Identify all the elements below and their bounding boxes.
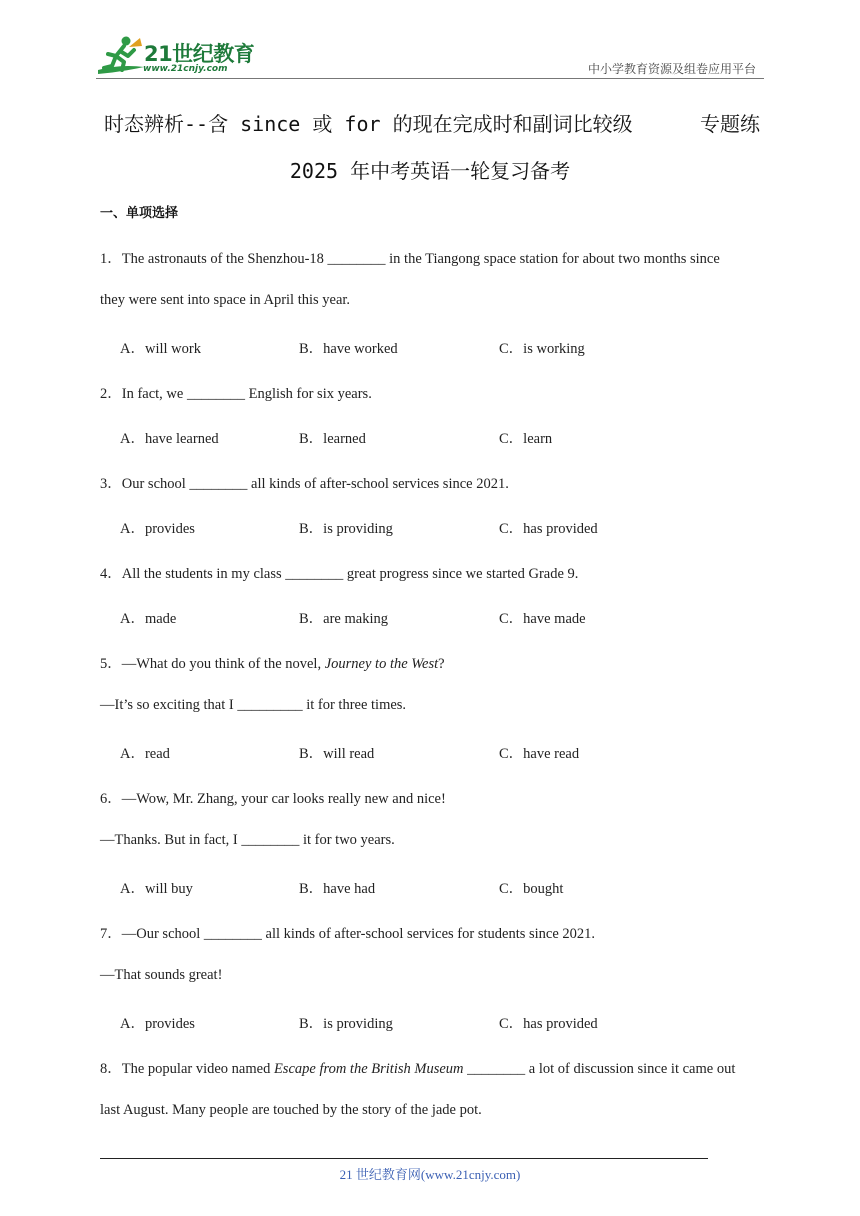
question-text: 6．—Wow, Mr. Zhang, your car looks really new and nice! xyxy=(100,791,446,807)
book-title: Escape from the British Museum xyxy=(273,1061,464,1077)
question-8-line-1 xyxy=(100,1057,735,1078)
question-5-line-1 xyxy=(100,652,445,673)
question-3-option-a: A．provides xyxy=(120,521,195,537)
question-8-line-2 xyxy=(100,1102,482,1119)
question-text: 7．—Our school ________ all kinds of after-school services for students since 2021. xyxy=(100,926,596,942)
question-5-option-a: A．read xyxy=(120,746,170,762)
question-4-option-a: A．made xyxy=(120,611,177,627)
question-5-option-c: C．have read xyxy=(499,746,580,762)
question-text: 5．—What do you think of the novel, xyxy=(100,656,325,672)
question-1-line-1 xyxy=(100,247,720,268)
question-text: 1．The astronauts of the Shenzhou-18 ________ in the Tiangong space station for about two months since xyxy=(100,251,720,267)
question-2-option-a: A．have learned xyxy=(120,431,219,447)
question-6-line-2 xyxy=(100,832,395,849)
question-4-option-b: B．are making xyxy=(299,611,388,627)
question-1-option-b: B．have worked xyxy=(299,341,398,357)
question-3-option-c: C．has provided xyxy=(499,521,598,537)
logo-url: www.21cnjy.com xyxy=(143,64,228,74)
question-1-option-c: C．is working xyxy=(499,341,585,357)
section-heading: 一、单项选择 xyxy=(100,206,179,221)
footer-text: 21 世纪教育网(www.21cnjy.com) xyxy=(339,1167,521,1182)
question-5-line-2 xyxy=(100,697,406,714)
logo-name: 21世纪教育 xyxy=(144,42,255,66)
question-2-option-b: B．learned xyxy=(299,431,366,447)
question-7-line-2 xyxy=(100,967,222,984)
question-text: 3．Our school ________ all kinds of after-school services since 2021. xyxy=(100,476,509,492)
question-3-option-b: B．is providing xyxy=(299,521,393,537)
question-2-option-c: C．learn xyxy=(499,431,553,447)
book-title: Journey to the West xyxy=(324,656,439,672)
question-text: —Thanks. But in fact, I ________ it for two years. xyxy=(100,832,395,848)
question-6-option-a: A．will buy xyxy=(120,881,193,897)
question-1-line-2 xyxy=(100,292,350,309)
question-1-option-a: A．will work xyxy=(120,341,201,357)
question-7-option-b: B．is providing xyxy=(299,1016,393,1032)
question-text: —It’s so exciting that I _________ it for three times. xyxy=(100,697,407,713)
header-platform-text: 中小学教育资源及组卷应用平台 xyxy=(587,62,756,76)
question-text: last August. Many people are touched by the story of the jade pot. xyxy=(100,1102,482,1118)
document-subtitle: 2025 年中考英语一轮复习备考 xyxy=(289,159,571,183)
question-4-line-1 xyxy=(100,562,578,583)
question-text: ? xyxy=(438,656,445,672)
question-5-option-b: B．will read xyxy=(299,746,375,762)
document-title xyxy=(104,108,760,137)
logo xyxy=(96,34,271,78)
question-text: they were sent into space in April this year. xyxy=(100,292,351,308)
question-7-option-c: C．has provided xyxy=(499,1016,598,1032)
question-2-line-1 xyxy=(100,382,372,403)
question-6-line-1 xyxy=(100,787,446,808)
runner-logo-icon xyxy=(96,34,146,78)
question-text: ________ a lot of discussion since it came out xyxy=(463,1061,736,1077)
header-divider xyxy=(96,78,764,79)
question-4-option-c: C．have made xyxy=(499,611,586,627)
question-6-option-c: C．bought xyxy=(499,881,564,897)
footer-divider xyxy=(100,1158,708,1159)
question-text: 2．In fact, we ________ English for six years. xyxy=(100,386,372,402)
page-header xyxy=(96,34,764,80)
question-text: —That sounds great! xyxy=(100,967,223,983)
title-suffix: 专题练 xyxy=(700,112,760,136)
question-text: 4．All the students in my class ________ great progress since we started Grade 9. xyxy=(100,566,579,582)
question-3-line-1 xyxy=(100,472,509,493)
question-7-option-a: A．provides xyxy=(120,1016,195,1032)
title-main: 时态辨析--含 since 或 for 的现在完成时和副词比较级 xyxy=(104,112,633,136)
question-6-option-b: B．have had xyxy=(299,881,376,897)
question-7-line-1 xyxy=(100,922,595,943)
question-text: 8．The popular video named xyxy=(100,1061,274,1077)
